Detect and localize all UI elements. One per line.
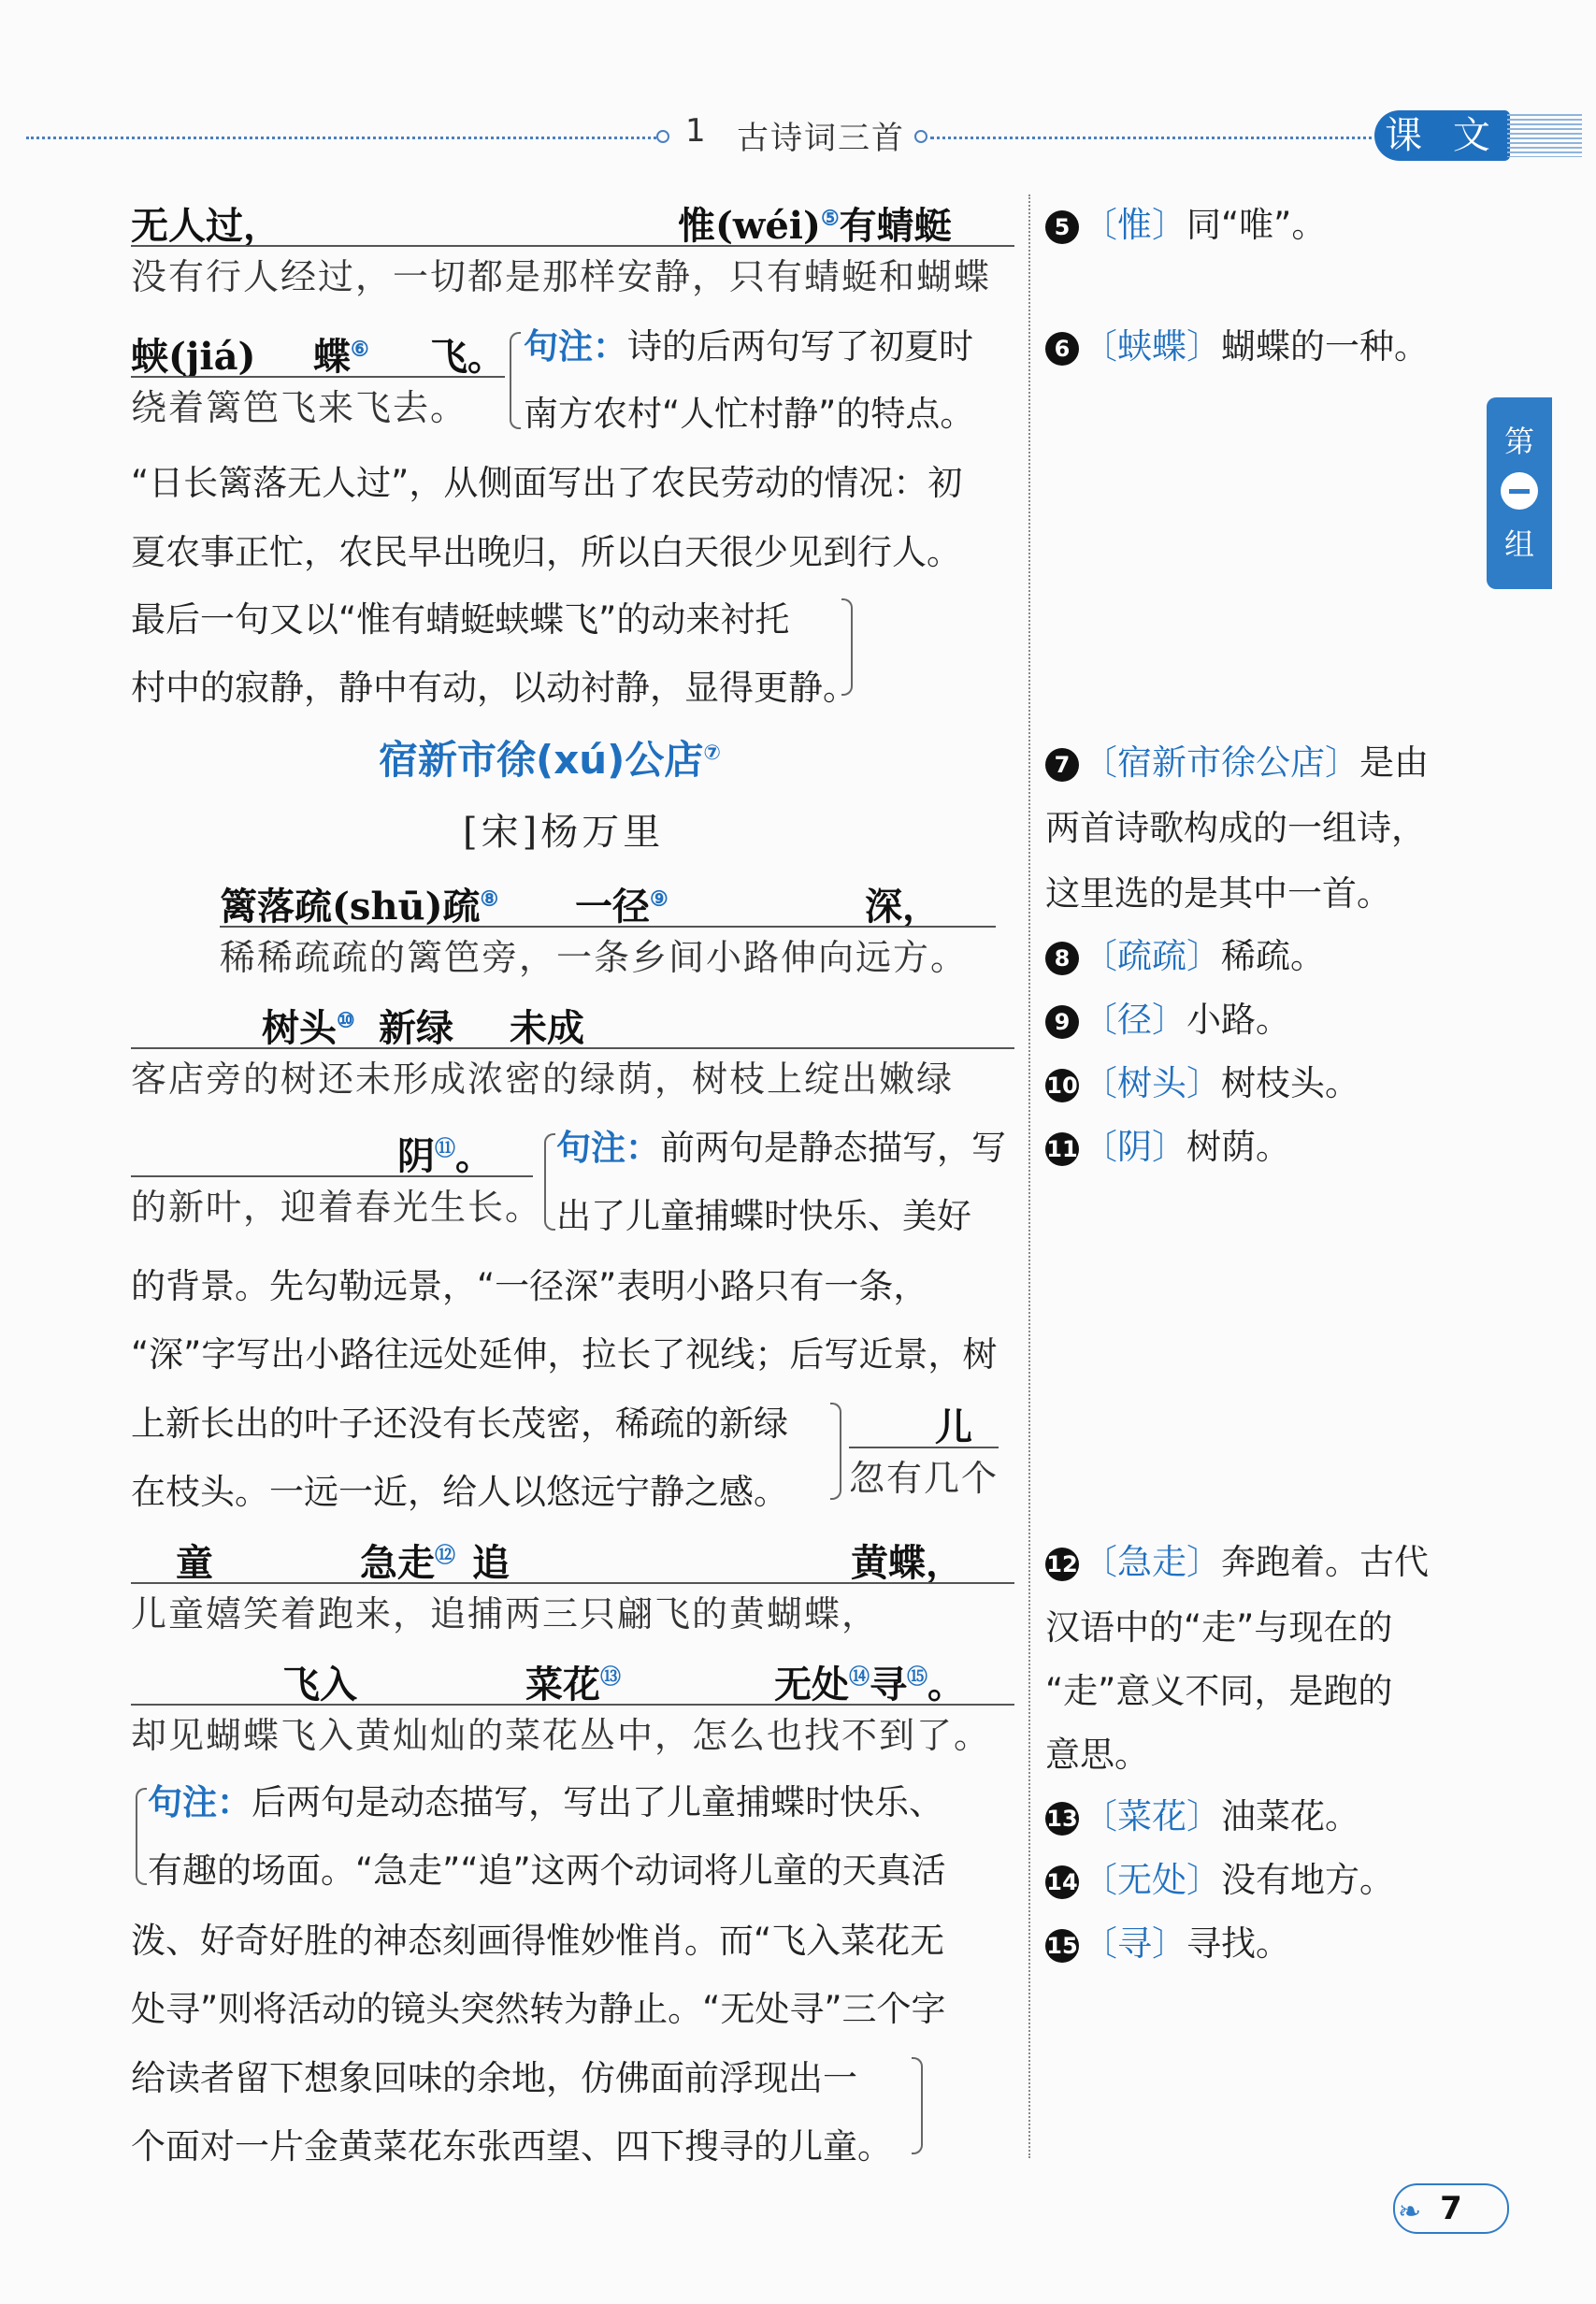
note-5: 5 〔惟〕同“唯”。 [1045,196,1326,247]
note-6: 6 〔蛱蝶〕蝴蝶的一种。 [1045,318,1429,368]
poem2-l2b: 新绿 [379,1006,453,1050]
poem2-author: [宋]杨万里 [463,811,665,854]
note-12: 12 〔急走〕奔跑着。古代 [1046,1542,1429,1582]
unit-one-icon [1501,472,1538,510]
poem1-note-l3: “日长篱落无人过”，从侧面写出了农民劳动的情况：初 [131,463,963,503]
lesson-number: 1 [685,112,706,150]
poem2-l6c: 无处⑭寻⑮。 [774,1663,966,1706]
poem2-note2-l5: 给读者留下想象回味的余地，仿佛面前浮现出一 [131,2058,857,2098]
poem2-l1c: 深， [865,885,940,929]
note-8: 8 〔疏疏〕稀疏。 [1045,928,1325,978]
underline [220,926,996,928]
poem2-note2-l2: 有趣的场面。“急走”“追”这两个动词将儿童的天真活 [148,1850,946,1891]
header-dot-right [914,130,927,143]
poem1-trans1: 没有行人经过，一切都是那样安静，只有蜻蜓和蝴蝶 [131,256,992,297]
underline [131,376,505,378]
underline [131,1047,1014,1049]
poem2-l6a: 飞入 [282,1663,357,1706]
note-bracket [136,1788,147,1885]
poem1-line2c: 飞。 [430,335,505,379]
poem2-l5a: 童 [176,1541,213,1585]
poem1-note-l2: 南方农村“人忙村静”的特点。 [524,394,975,434]
note-7-cont2: 这里选的是其中一首。 [1045,873,1391,914]
note-11: 11 〔阴〕树荫。 [1046,1127,1290,1167]
poem2-note2-l3: 泼、好奇好胜的神态刻画得惟妙惟肖。而“飞入菜花无 [131,1921,945,1961]
poem2-note1-l1: 句注：前两句是静态描写，写 [556,1128,1006,1168]
poem2-t4: 忽有几个 [849,1458,999,1499]
note-12-cont2: “走”意义不同，是跑的 [1045,1671,1393,1711]
note-9: 9 〔径〕小路。 [1045,991,1290,1042]
poem1-note-l5: 最后一句又以“惟有蜻蜓蛱蝶飞”的动来衬托 [131,599,790,640]
column-divider [1028,194,1030,2158]
note-12-cont1: 汉语中的“走”与现在的 [1045,1607,1393,1648]
section-badge: 课 文 [1374,110,1510,161]
poem1-line2a: 蛱(jiá) [131,335,256,379]
poem1-note-l1: 句注：诗的后两句写了初夏时 [524,326,973,367]
underline [131,1175,533,1177]
note-10: 10 〔树头〕树枝头。 [1046,1063,1359,1103]
header-rule-right [930,137,1379,139]
note-bracket [544,1133,555,1231]
poem2-note2-l6: 个面对一片金黄菜花东张西望、四下搜寻的儿童。 [131,2126,892,2167]
poem1-line1-right: 惟(wéi)⑤有蜻蜓 [678,204,952,248]
poem2-note2-l1: 句注：后两句是动态描写，写出了儿童捕蝶时快乐、 [148,1782,943,1822]
poem1-line1-left: 无人过， [131,204,280,248]
unit-tab-bottom: 组 [1503,526,1534,562]
poem2-t3: 的新叶，迎着春光生长。 [131,1187,543,1228]
poem2-l5b: 急走⑫ [360,1541,456,1585]
unit-tab-top: 第 [1503,424,1534,459]
poem2-note2-l4: 处寻”则将活动的镜头突然转为静止。“无处寻”三个字 [131,1989,946,2029]
poem2-l2c: 未成 [510,1006,584,1050]
underline [131,245,1014,247]
note-bracket [510,332,521,429]
poem1-trans2: 绕着篱笆飞来飞去。 [131,387,468,428]
poem1-note-l4: 夏农事正忙，农民早出晚归，所以白天很少见到行人。 [131,532,961,572]
poem2-t2: 客店旁的树还未形成浓密的绿荫，树枝上绽出嫩绿 [131,1058,955,1100]
badge-decoration [1507,114,1582,157]
underline [131,1582,1014,1584]
poem1-note-l6: 村中的寂静，静中有动，以动衬静，显得更静。 [131,668,857,708]
poem2-t5: 儿童嬉笑着跑来，追捕两三只翩飞的黄蝴蝶， [131,1593,880,1634]
poem2-l6b: 菜花⑬ [525,1663,622,1706]
note-bracket [912,2057,923,2154]
note-12-cont3: 意思。 [1045,1735,1149,1775]
poem1-line2b: 蝶⑥ [313,335,369,379]
poem2-l5c: 追 [472,1541,510,1585]
unit-tab [1487,397,1552,589]
note-bracket [841,598,853,696]
poem2-l3: 阴⑪。 [397,1134,494,1178]
poem2-l1a: 篱落疏(shū)疏⑧ [220,885,499,929]
poem2-note1-l3: 的背景。先勾勒远景，“一径深”表明小路只有一条， [131,1266,928,1306]
poem2-l4a: 儿 [935,1405,972,1449]
poem2-l5d: 黄蝶， [851,1541,963,1585]
note-bracket [830,1403,841,1500]
note-7: 7 〔宿新市徐公店〕是由 [1045,734,1429,785]
poem2-note1-l4: “深”字写出小路往远处延伸，拉长了视线；后写近景，树 [131,1334,998,1375]
poem2-note1-l6: 在枝头。一远一近，给人以悠远宁静之感。 [131,1472,788,1512]
page-number: 7 [1393,2183,1509,2234]
poem2-note1-l5: 上新长出的叶子还没有长茂密，稀疏的新绿 [131,1404,788,1444]
note-13: 13 〔菜花〕油菜花。 [1046,1796,1359,1836]
note-7-cont1: 两首诗歌构成的一组诗， [1045,808,1426,848]
header-dot-left [656,130,669,143]
header-rule-left [26,137,662,139]
poem2-note1-l2: 出了儿童捕蝶时快乐、美好 [556,1196,971,1236]
underline [849,1447,999,1448]
note-14: 14 〔无处〕没有地方。 [1046,1860,1394,1900]
poem2-t1: 稀稀疏疏的篱笆旁，一条乡间小路伸向远方。 [220,937,969,978]
note-15: 15 〔寻〕寻找。 [1046,1923,1290,1964]
poem2-l1b: 一径⑨ [575,885,669,929]
underline [131,1704,1014,1706]
lesson-title: 古诗词三首 [737,120,905,157]
leaf-icon: ❧ [1398,2196,1422,2228]
poem2-title: 宿新市徐(xú)公店⑦ [379,737,722,783]
poem2-l2a: 树头⑩ [262,1006,355,1050]
poem2-t6: 却见蝴蝶飞入黄灿灿的菜花丛中，怎么也找不到了。 [131,1715,992,1756]
